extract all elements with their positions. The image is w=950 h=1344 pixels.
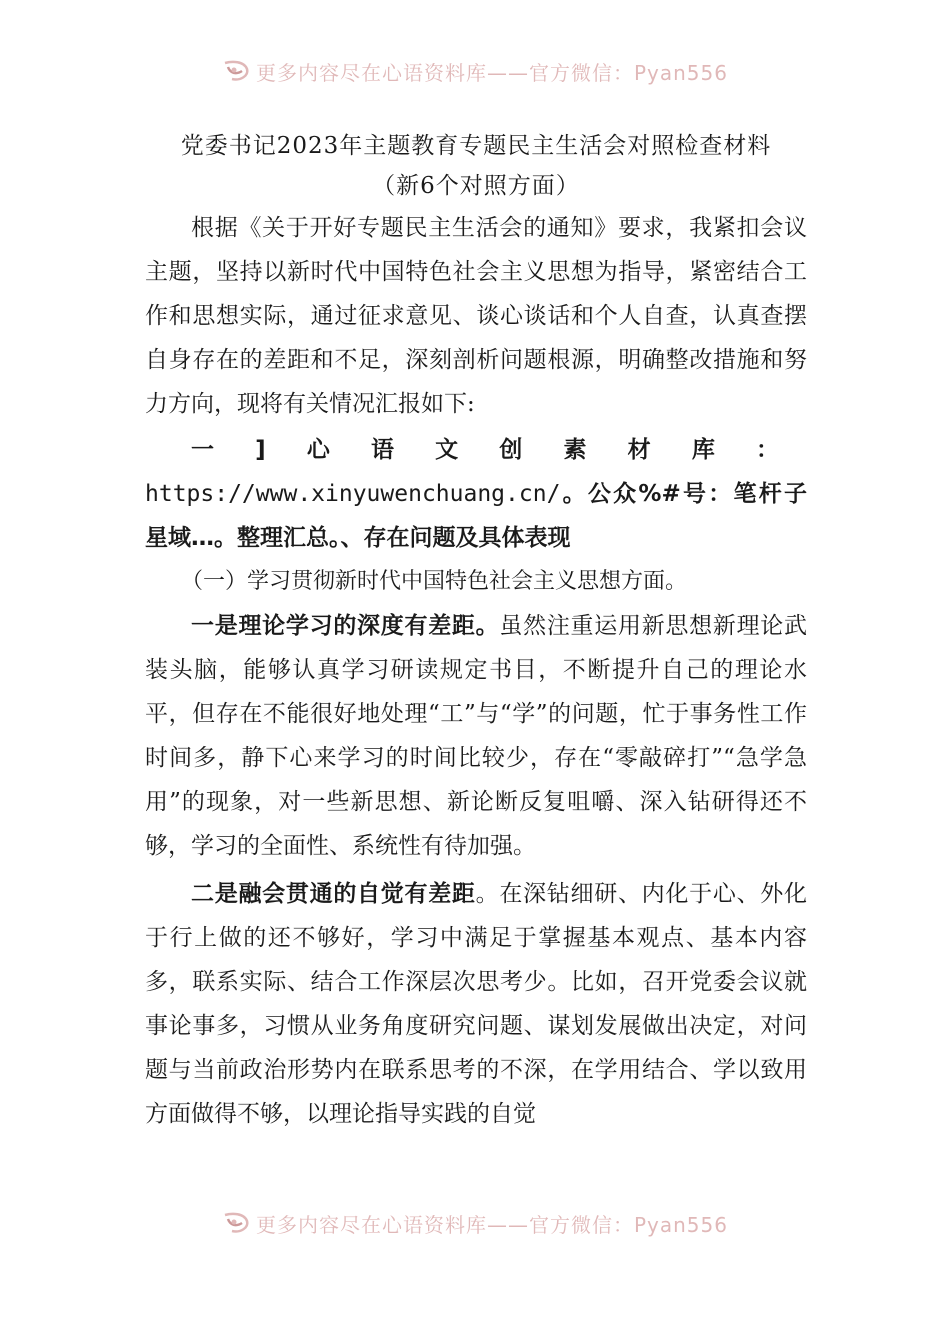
paragraph-2-body: 。在深钻细研、内化于心、外化于行上做的还不够好，学习中满足于掌握基本观点、基本内容多，联系实际、结合工作深层次思考少。比如，召开党委会议就事论事多，习惯从业务角度研究问题、谋划发展做出决定，对问题与当前政治形势内在联系思考的不深，在学用结合、学以致用方面做得不够，以理论指导实践的自觉 — [145, 881, 808, 1127]
section-heading-1: （一）学习贯彻新时代中国特色社会主义思想方面。 — [181, 569, 688, 594]
injected-spaced-text: 一]心语文创素材库： — [191, 437, 807, 463]
paragraph-2 — [145, 872, 807, 1136]
watermark-logo-icon — [222, 59, 250, 83]
watermark-header — [0, 56, 950, 86]
paragraph-1-lead: 一是理论学习的深度有差距。 — [191, 612, 500, 639]
paragraph-2-lead: 二是融会贯通的自觉有差距 — [191, 880, 476, 907]
injected-url: https://www.xinyuwenchuang.cn/ — [145, 481, 561, 507]
watermark-logo-icon — [222, 1211, 250, 1235]
document-subtitle: （新6个对照方面） — [372, 173, 580, 199]
watermark-footer — [0, 1208, 950, 1238]
watermark-text: 更多内容尽在心语资料库——官方微信：Pyan556 — [255, 1212, 728, 1237]
document-title: 党委书记2023年主题教育专题民主生活会对照检查材料 — [180, 133, 772, 159]
watermark-text: 更多内容尽在心语资料库——官方微信：Pyan556 — [255, 60, 728, 85]
paragraph-1 — [145, 604, 807, 868]
injected-heading — [145, 428, 807, 560]
document-body — [145, 126, 807, 1136]
intro-paragraph: 根据《关于开好专题民主生活会的通知》要求，我紧扣会议主题，坚持以新时代中国特色社会主义思想为指导，紧密结合工作和思想实际，通过征求意见、谈心谈话和个人自查，认真查摆自身存在的差距和不足，深刻剖析问题根源，明确整改措施和努力方向，现将有关情况汇报如下: — [145, 215, 807, 417]
injected-rest-text: 。公众%#号：笔杆子星域…。整理汇总。、存在问题及具体表现 — [145, 481, 807, 551]
paragraph-1-body: 虽然注重运用新思想新理论武装头脑，能够认真学习研读规定书目，不断提升自己的理论水平，但存在不能很好地处理“工”与“学”的问题，忙于事务性工作时间多，静下心来学习的时间比较少，存在“零敲碎打”“急学急用”的现象，对一些新思想、新论断反复咀嚼、深入钻研得还不够，学习的全面性、系统性有待加强。 — [145, 613, 808, 859]
